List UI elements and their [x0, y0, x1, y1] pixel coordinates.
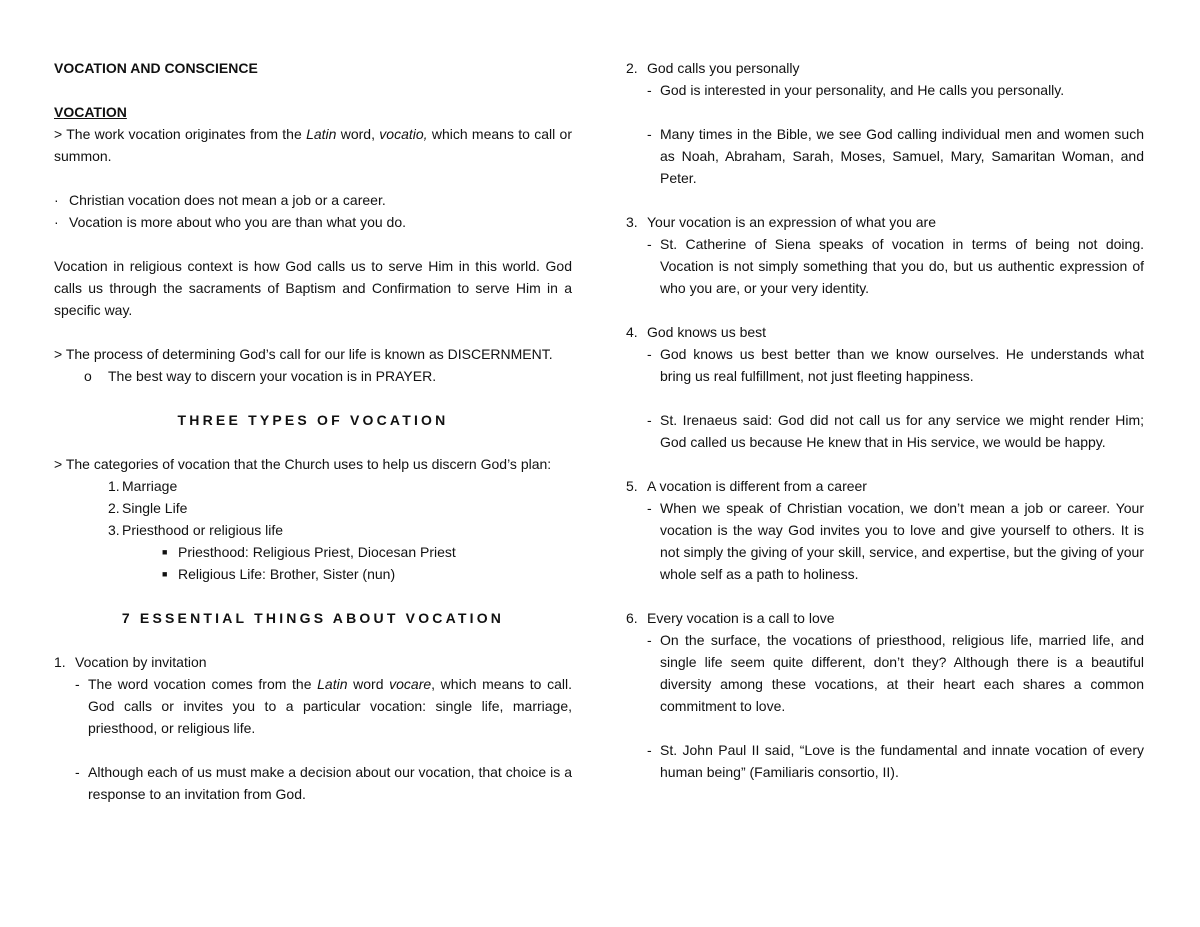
document-title: VOCATION AND CONSCIENCE — [54, 60, 258, 76]
prayer-item: o The best way to discern your vocation is in PRAYER. — [54, 365, 572, 387]
square-bullet-icon: ■ — [162, 569, 168, 579]
essential-point: - The word vocation comes from the Latin word vocare, which means to call. God calls or invites you to a particular vocation: single life, marriage, priesthood, or religious life. — [75, 673, 572, 739]
essential-point: - God knows us best better than we know ourselves. He understands what bring us real fulfillment, not just fleeting happiness. — [647, 343, 1144, 387]
essential-heading: 7 ESSENTIAL THINGS ABOUT VOCATION — [121, 610, 505, 626]
categories-intro: > The categories of vocation that the Church uses to help us discern God’s plan: — [54, 456, 552, 472]
dash-bullet-icon: - — [647, 126, 652, 142]
essential-item-title: 1. Vocation by invitation — [54, 654, 207, 670]
three-types-heading: THREE TYPES OF VOCATION — [177, 412, 449, 428]
type-item-single-life: 2. Single Life — [108, 500, 188, 516]
bullet-item: · Vocation is more about who you are than what you do. — [54, 211, 572, 233]
bullet-dot-icon: · — [54, 192, 59, 208]
vocation-heading: VOCATION — [54, 104, 127, 120]
dash-bullet-icon: - — [647, 412, 652, 428]
dash-bullet-icon: - — [647, 632, 652, 648]
essential-point: - God is interested in your personality, and He calls you personally. — [647, 79, 1144, 101]
bullet-item: · Christian vocation does not mean a job or a career. — [54, 189, 572, 211]
essential-point: - On the surface, the vocations of priesthood, religious life, married life, and single life seem quite different, don’t they? Although there is a beautiful diversity among these vocations, at their heart each shares a common commitment to love. — [647, 629, 1144, 717]
subtype-item: ■ Priesthood: Religious Priest, Diocesan Priest — [162, 541, 572, 563]
type-item-priesthood: 3. Priesthood or religious life — [108, 522, 284, 538]
essential-point: - Although each of us must make a decision about our vocation, that choice is a response to an invitation from God. — [75, 761, 572, 805]
dash-bullet-icon: - — [647, 236, 652, 252]
right-column — [626, 57, 1144, 783]
subtype-item: ■ Religious Life: Brother, Sister (nun) — [162, 563, 572, 585]
left-column — [54, 57, 572, 805]
circle-bullet-icon: o — [84, 368, 92, 384]
dash-bullet-icon: - — [647, 82, 652, 98]
dash-bullet-icon: - — [647, 500, 652, 516]
essential-point: - Many times in the Bible, we see God calling individual men and women such as Noah, Abraham, Sarah, Moses, Samuel, Mary, Samaritan Woman, and Peter. — [647, 123, 1144, 189]
essential-point: - St. Catherine of Siena speaks of vocation in terms of being not doing. Vocation is not simply something that you do, but us authentic expression of who you are, or your very identity. — [647, 233, 1144, 299]
dash-bullet-icon: - — [75, 764, 80, 780]
essential-point: - St. Irenaeus said: God did not call us for any service we might render Him; God called us because He knew that in His service, we would be happy. — [647, 409, 1144, 453]
essential-item-title: 3. Your vocation is an expression of what you are — [626, 214, 936, 230]
square-bullet-icon: ■ — [162, 547, 168, 557]
discernment-paragraph: > The process of determining God’s call for our life is known as DISCERNMENT. — [54, 346, 553, 362]
vocation-intro: > The work vocation originates from the Latin word, vocatio, which means to call or summon. — [54, 126, 572, 164]
essential-item-title: 4. God knows us best — [626, 324, 767, 340]
vocation-types-list — [108, 475, 572, 541]
essential-item-title: 6. Every vocation is a call to love — [626, 610, 835, 626]
bullet-dot-icon: · — [54, 214, 59, 230]
essential-item-title: 5. A vocation is different from a career — [626, 478, 867, 494]
essential-point: - When we speak of Christian vocation, we don’t mean a job or career. Your vocation is the way God invites you to love and give yourself to others. It is not simply the giving of your skill, service, and expertise, but the giving of your whole self as a path to holiness. — [647, 497, 1144, 585]
essential-point: - St. John Paul II said, “Love is the fundamental and innate vocation of every human being” (Familiaris consortio, II). — [647, 739, 1144, 783]
dash-bullet-icon: - — [647, 742, 652, 758]
type-item-marriage: 1. Marriage — [108, 478, 178, 494]
context-paragraph: Vocation in religious context is how God calls us to serve Him in this world. God calls us through the sacraments of Baptism and Confirmation to serve Him in a specific way. — [54, 258, 572, 318]
essential-item-title: 2. God calls you personally — [626, 60, 800, 76]
dash-bullet-icon: - — [647, 346, 652, 362]
dash-bullet-icon: - — [75, 676, 80, 692]
